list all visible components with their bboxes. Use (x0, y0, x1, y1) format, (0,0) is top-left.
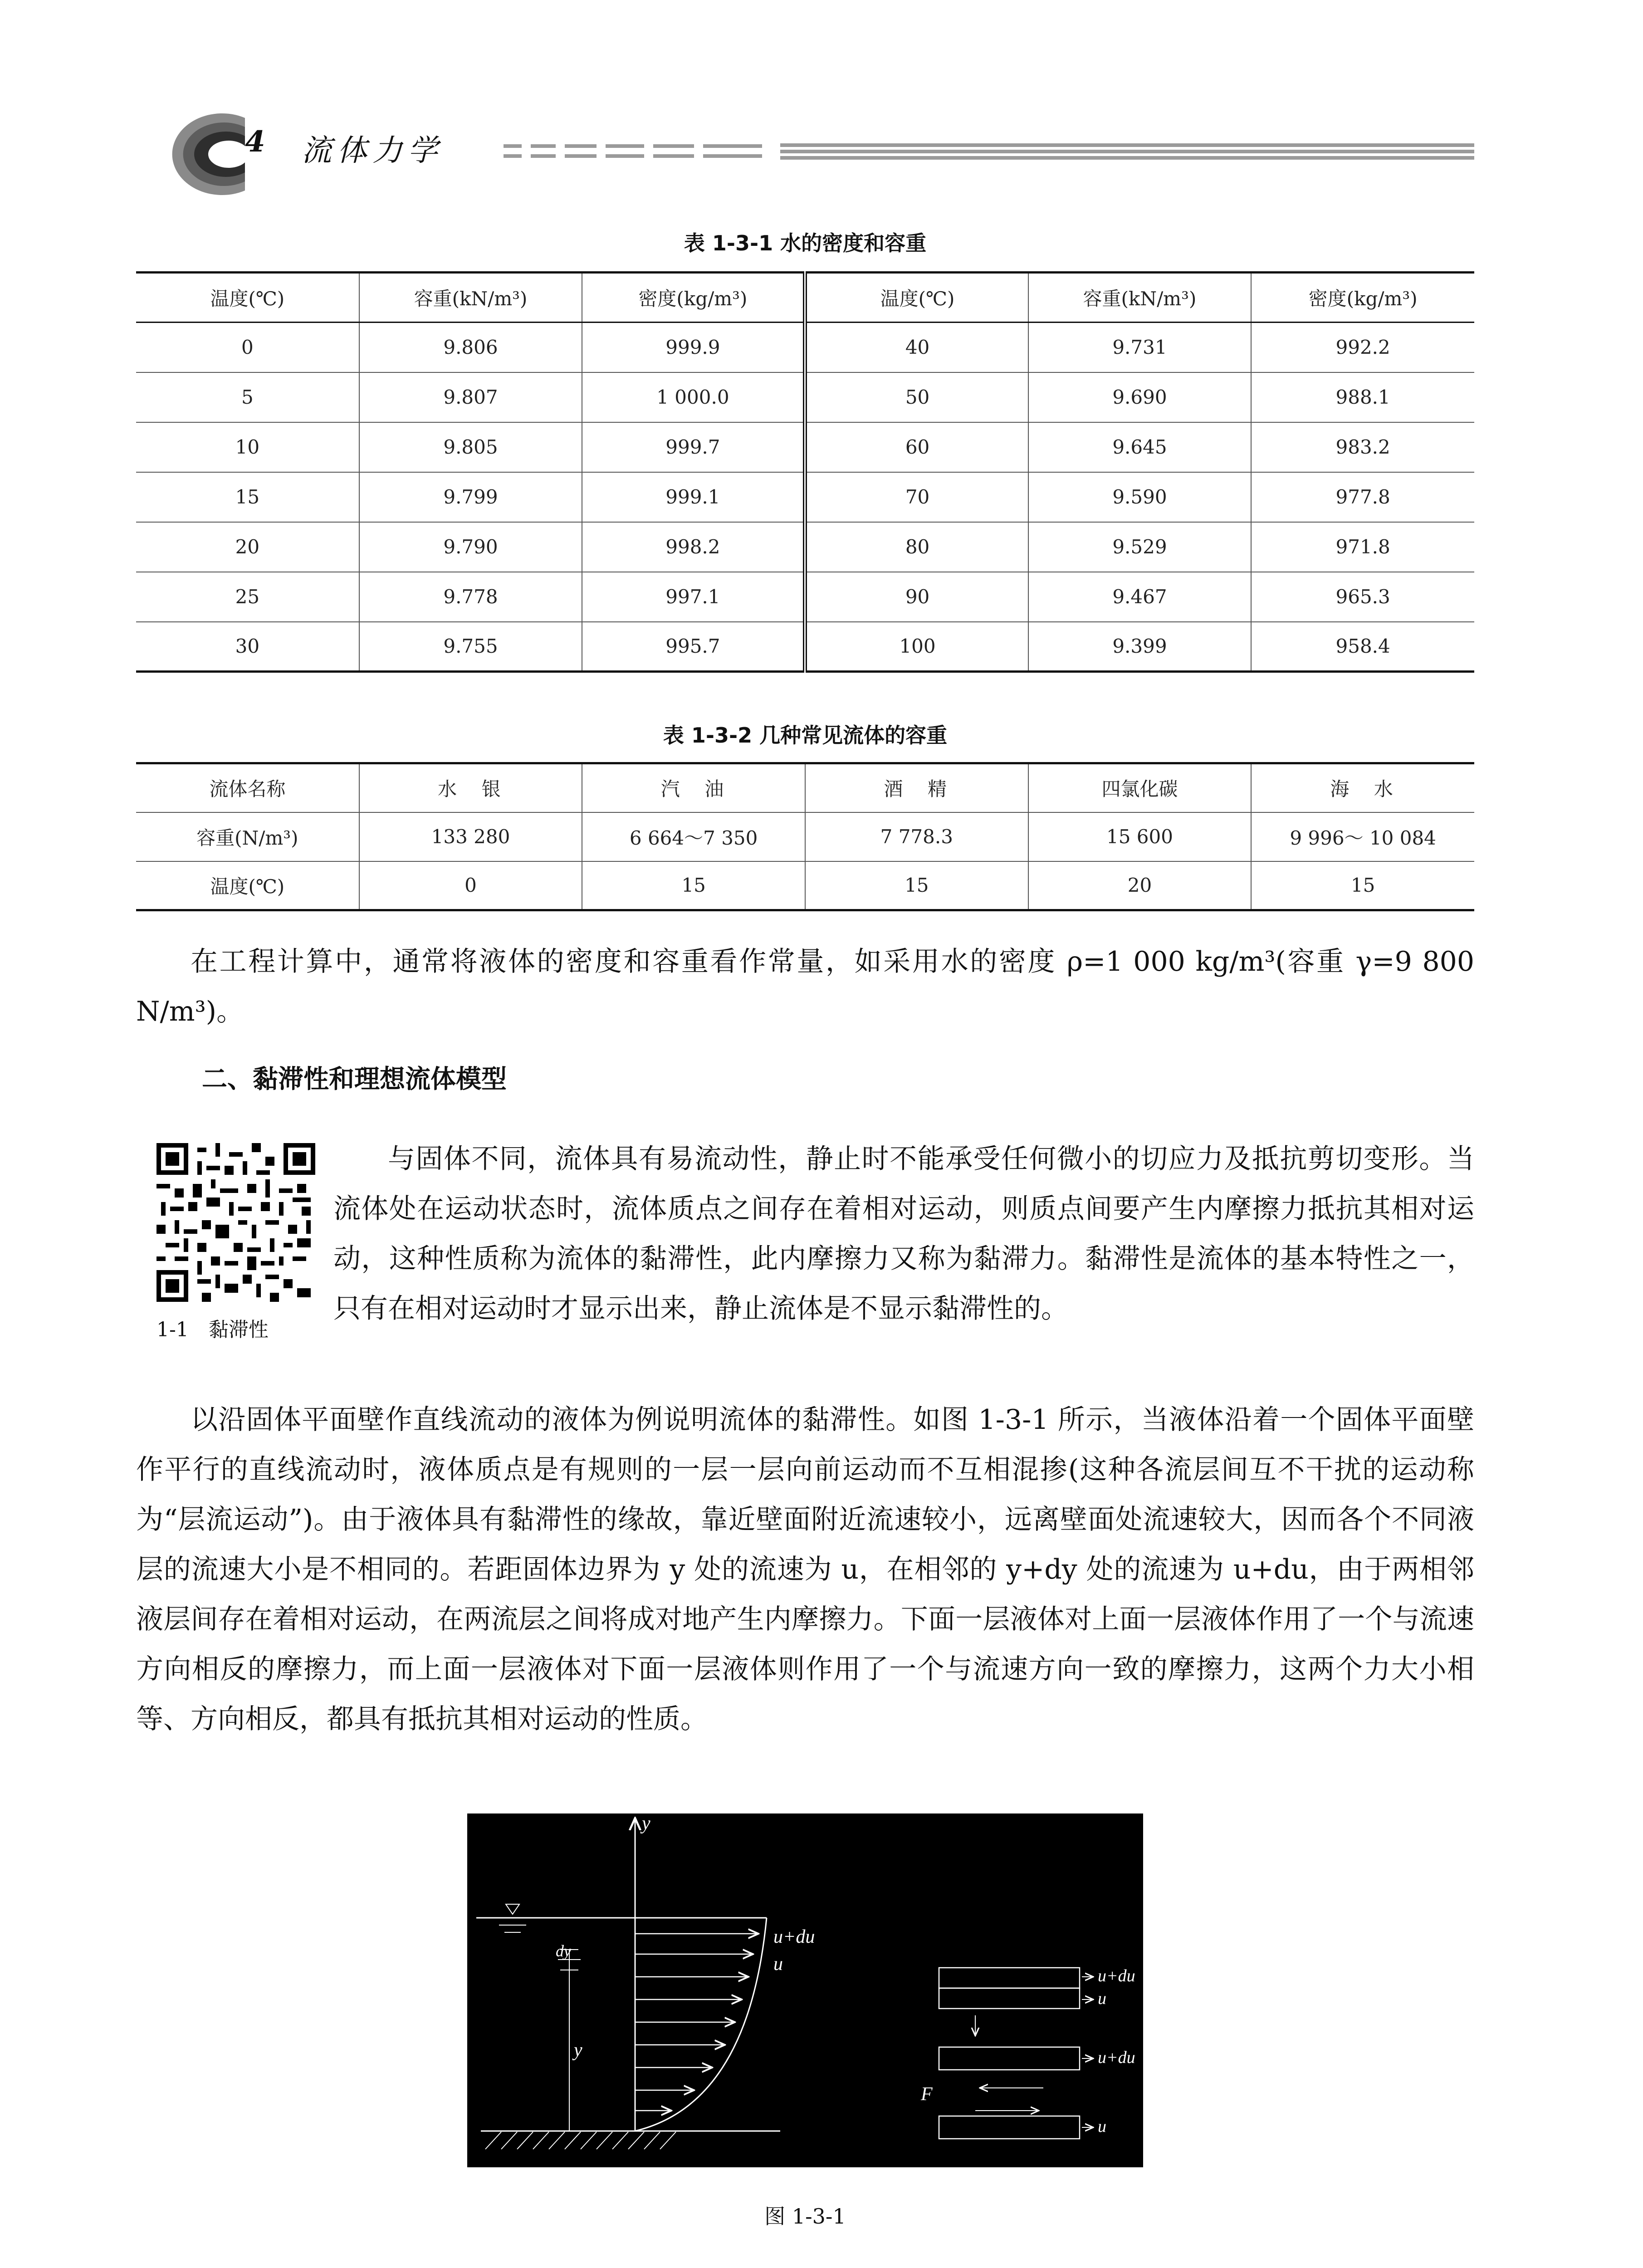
dy-label: dy (556, 1942, 571, 1960)
table2-caption: 表 1-3-2 几种常见流体的容重 (663, 723, 948, 748)
paragraph-constant-density: 在工程计算中，通常将液体的密度和容重看作常量，如采用水的密度 ρ=1 000 kg/m³(容重 γ=9 800 N/m³)。 (136, 946, 1474, 1027)
table-cell: 汽 油 (582, 763, 805, 812)
header-cell: 容重(kN/m³) (1028, 273, 1252, 323)
table-row (136, 812, 1474, 861)
section-title: 二、黏滞性和理想流体模型 (202, 1065, 507, 1094)
water-density-table (136, 271, 1474, 673)
block-u-label: u (1098, 2117, 1106, 2136)
block-u-plus-du-label: u+du (1098, 1966, 1135, 1985)
table-cell: 15 (805, 861, 1028, 910)
table-cell: 999.9 (582, 323, 805, 372)
block-u-plus-du-label: u+du (1098, 2048, 1135, 2067)
table-cell: 9.805 (359, 422, 582, 472)
header-cell: 密度(kg/m³) (582, 273, 805, 323)
table-row (136, 472, 1474, 522)
table-cell: 9.731 (1028, 323, 1252, 372)
page-number: 4 (245, 125, 265, 159)
table-row (136, 763, 1474, 812)
table-cell: 70 (805, 472, 1028, 522)
table-cell: 133 280 (359, 812, 582, 861)
table-cell: 0 (359, 861, 582, 910)
table-cell: 容重(N/m³) (136, 812, 359, 861)
table-row (136, 422, 1474, 472)
y-axis-label: y (642, 1813, 650, 1834)
y-height-label: y (574, 2040, 582, 2061)
table-cell: 9.799 (359, 472, 582, 522)
paragraph-viscosity-definition: 与固体不同，流体具有易流动性，静止时不能承受任何微小的切应力及抵抗剪切变形。当流体处在运动状态时，流体质点之间存在着相对运动，则质点间要产生内摩擦力抵抗其相对运动，这种性质称为流体的黏滞性，此内摩擦力又称为黏滞力。黏滞性是流体的基本特性之一，只有在相对运动时才显示出来，静止流体是不显示黏滞性的。 (333, 1143, 1474, 1325)
qr-caption: 1-1 黏滞性 (156, 1318, 269, 1341)
table1-caption: 表 1-3-1 水的密度和容重 (684, 231, 927, 255)
table-cell: 965.3 (1251, 572, 1474, 622)
table-cell: 7 778.3 (805, 812, 1028, 861)
paragraph-viscosity-example: 以沿固体平面壁作直线流动的液体为例说明流体的黏滞性。如图 1-3-1 所示，当液体沿着一个固体平面壁作平行的直线流动时，液体质点是有规则的一层一层向前运动而不互相混掺(这种各流层间互不干扰的运动称为“层流运动”)。由于液体具有黏滞性的缘故，靠近壁面附近流速较小，远离壁面处流速较大，因而各个不同液层的流速大小是不相同的。若距固体边界为 y 处的流速为 u，在相邻的 y+dy 处的流速为 u+du，由于两相邻液层间存在着相对运动，在两流层之间将成对地产生内摩擦力。下面一层液体对上面一层液体作用了一个与流速方向相反的摩擦力，而上面一层液体对下面一层液体则作用了一个与流速方向一致的摩擦力，这两个力大小相等、方向相反，都具有抵抗其相对运动的性质。 (136, 1404, 1474, 1735)
table-cell: 971.8 (1251, 522, 1474, 572)
table-cell: 20 (1028, 861, 1252, 910)
table-row (136, 372, 1474, 422)
table-cell: 四氯化碳 (1028, 763, 1252, 812)
table-cell: 9.778 (359, 572, 582, 622)
table-cell: 酒 精 (805, 763, 1028, 812)
force-label: F (921, 2084, 933, 2105)
table-cell: 10 (136, 422, 359, 472)
chapter-logo (132, 109, 249, 200)
header-cell: 温度(℃) (805, 273, 1028, 323)
table-cell: 958.4 (1335, 635, 1390, 658)
table-cell: 15 (582, 861, 805, 910)
table-row (136, 323, 1474, 372)
table-cell: 80 (805, 522, 1028, 572)
table-cell: 1 000.0 (582, 372, 805, 422)
table-cell: 9.755 (359, 622, 582, 672)
table-cell: 6 664～7 350 (582, 812, 805, 861)
table-cell: 40 (805, 323, 1028, 372)
header-cell: 容重(kN/m³) (359, 273, 582, 323)
figure-caption: 图 1-3-1 (764, 2204, 846, 2229)
table-cell: 999.7 (582, 422, 805, 472)
table-cell: 983.2 (1251, 422, 1474, 472)
u-label: u (773, 1954, 783, 1975)
table-cell: 流体名称 (136, 763, 359, 812)
block-u-label: u (1098, 1989, 1106, 2008)
table-cell: 9 996～ 10 084 (1251, 812, 1474, 861)
qr-code[interactable] (156, 1143, 315, 1302)
table-cell: 9.529 (1028, 522, 1252, 572)
table-cell: 999.1 (582, 472, 805, 522)
table-cell: 9.690 (1028, 372, 1252, 422)
table-cell: 15 600 (1028, 812, 1252, 861)
table-cell: 5 (136, 372, 359, 422)
header-rule (504, 141, 1474, 163)
table-cell: 9.790 (359, 522, 582, 572)
table-cell: 温度(℃) (136, 861, 359, 910)
table-cell: 100 (805, 622, 1028, 672)
table-cell: 9.590 (1028, 472, 1252, 522)
table-cell: 15 (136, 472, 359, 522)
table-cell: 25 (136, 572, 359, 622)
table-cell: 9.467 (1028, 572, 1252, 622)
table-cell: 997.1 (582, 572, 805, 622)
table-row (136, 622, 1474, 672)
fluid-weight-table (136, 762, 1474, 911)
header-cell: 温度(℃) (136, 273, 359, 323)
table-cell: 水 银 (359, 763, 582, 812)
table-cell: 15 (1350, 874, 1375, 897)
table-cell: 9.807 (359, 372, 582, 422)
table-cell: 50 (805, 372, 1028, 422)
book-title: 流体力学 (302, 133, 443, 168)
table-cell: 20 (136, 522, 359, 572)
table-cell: 60 (805, 422, 1028, 472)
table-row (136, 522, 1474, 572)
table-cell: 9.399 (1028, 622, 1252, 672)
table-cell: 9.645 (1028, 422, 1252, 472)
table-row (136, 861, 1474, 910)
table-cell: 995.7 (582, 622, 805, 672)
table-header-row (136, 273, 1474, 323)
table-row (136, 572, 1474, 622)
table-cell: 9.806 (359, 323, 582, 372)
u-plus-du-label: u+du (773, 1926, 815, 1947)
table-cell: 0 (136, 323, 359, 372)
table-cell: 90 (805, 572, 1028, 622)
velocity-profile-figure (467, 1813, 1143, 2167)
table-cell: 988.1 (1251, 372, 1474, 422)
table-cell: 海 水 (1251, 763, 1474, 812)
header-cell: 密度(kg/m³) (1251, 273, 1474, 323)
table-cell: 992.2 (1251, 323, 1474, 372)
table-cell: 977.8 (1251, 472, 1474, 522)
table-cell: 998.2 (582, 522, 805, 572)
table-cell: 30 (136, 622, 359, 672)
